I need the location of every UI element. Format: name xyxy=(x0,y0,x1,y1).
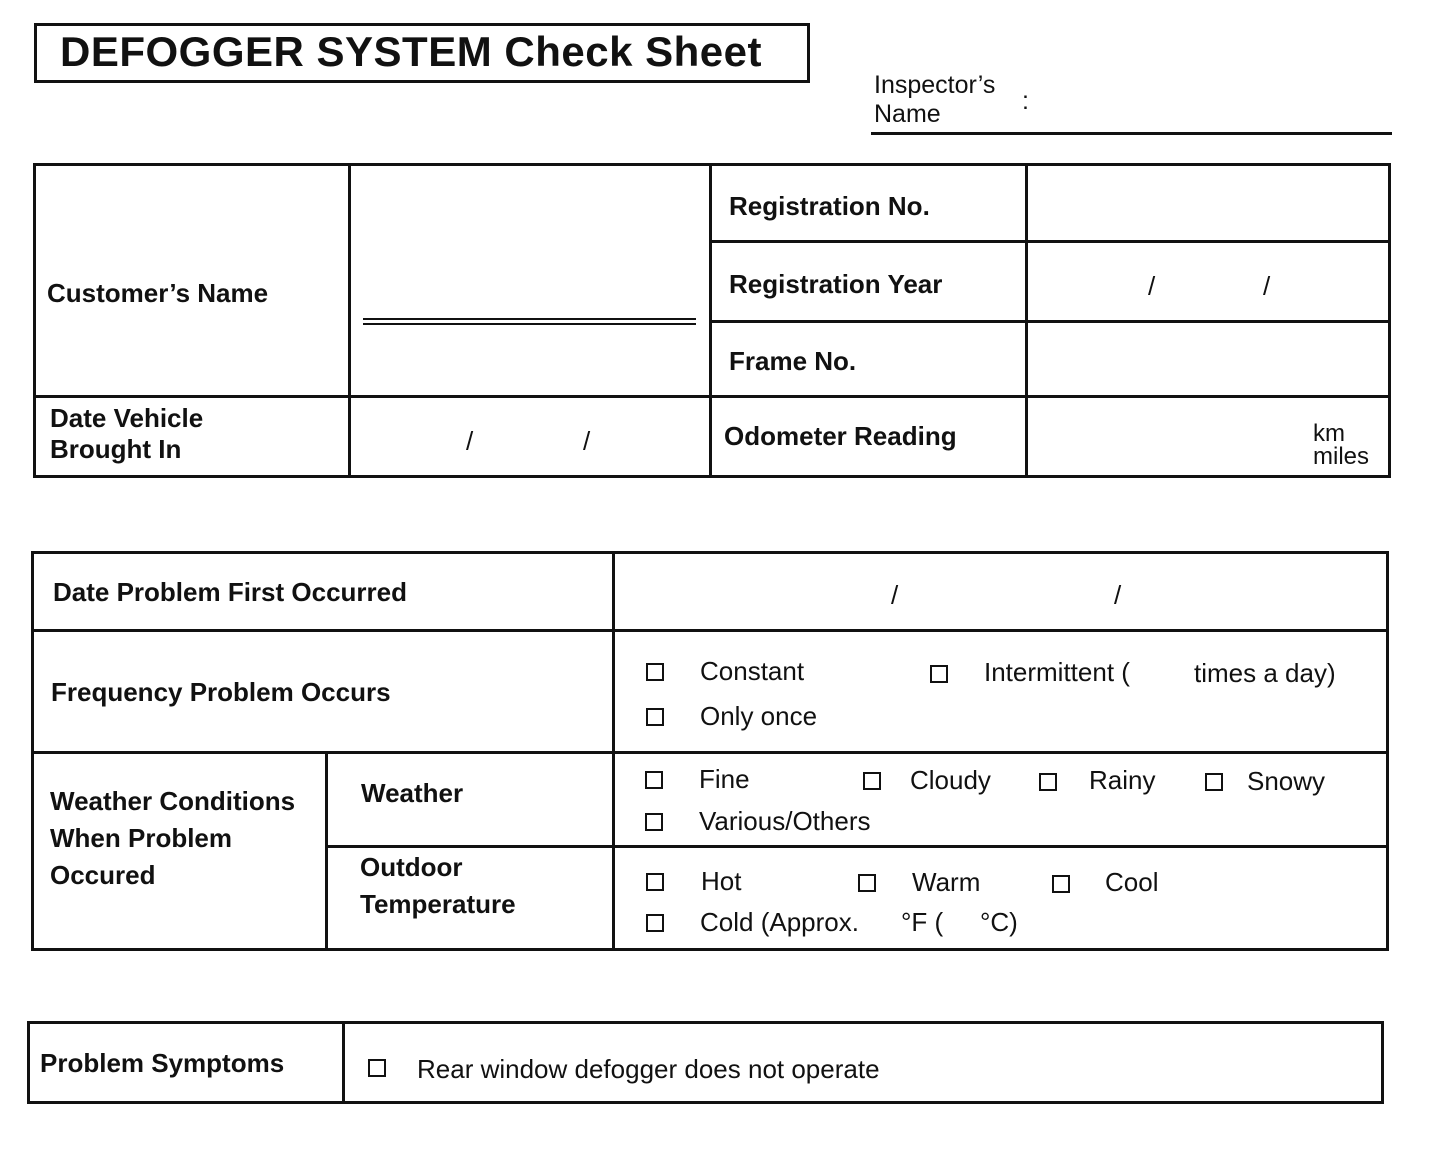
weather-fine-label: Fine xyxy=(699,764,750,794)
frequency-label: Frequency Problem Occurs xyxy=(51,677,391,707)
weather-rainy-checkbox[interactable] xyxy=(1039,773,1057,791)
date-first-occurred-slash-2: / xyxy=(1114,580,1122,610)
temp-cold-checkbox[interactable] xyxy=(646,914,664,932)
freq-times-a-day-label: times a day) xyxy=(1194,658,1336,688)
outdoor-temperature-label xyxy=(360,849,516,923)
problem-table-row-divider-1 xyxy=(31,629,1389,632)
date-first-occurred-slash-1: / xyxy=(891,580,899,610)
weather-snowy-checkbox[interactable] xyxy=(1205,773,1223,791)
odometer-unit-miles: miles xyxy=(1313,443,1370,470)
symptoms-table-divider xyxy=(342,1021,345,1104)
temp-fahrenheit-label: °F ( xyxy=(901,907,944,937)
freq-intermittent-label: Intermittent ( xyxy=(984,657,1130,687)
vehicle-table-divider-reg xyxy=(709,240,1391,243)
temp-hot-label: Hot xyxy=(701,866,742,896)
weather-snowy-label: Snowy xyxy=(1247,766,1326,796)
weather-conditions-label-line3: Occured xyxy=(50,860,156,890)
temp-cool-label: Cool xyxy=(1105,867,1159,897)
outdoor-temperature-label-line2: Temperature xyxy=(360,889,516,919)
vehicle-table-row-divider xyxy=(33,395,1391,398)
inspector-name-field[interactable] xyxy=(871,132,1392,135)
date-brought-in-label xyxy=(50,403,203,465)
registration-no-field[interactable] xyxy=(1030,168,1387,238)
temp-warm-checkbox[interactable] xyxy=(858,874,876,892)
problem-symptoms-label: Problem Symptoms xyxy=(40,1048,285,1078)
inspector-colon: : xyxy=(1022,87,1029,115)
symptom-defogger-label: Rear window defogger does not operate xyxy=(417,1054,880,1084)
customers-name-label: Customer’s Name xyxy=(47,278,269,308)
weather-conditions-label xyxy=(50,783,295,894)
problem-table-row-divider-2 xyxy=(31,751,1389,754)
temp-celsius-label: °C) xyxy=(980,907,1018,937)
weather-various-checkbox[interactable] xyxy=(645,813,663,831)
inspector-label xyxy=(874,71,995,129)
temp-cold-label: Cold (Approx. xyxy=(700,907,859,937)
registration-year-slash-2: / xyxy=(1263,271,1271,301)
vehicle-table-divider-year xyxy=(709,320,1391,323)
frame-no-field[interactable] xyxy=(1030,325,1387,393)
weather-conditions-label-line2: When Problem xyxy=(50,823,233,853)
freq-constant-checkbox[interactable] xyxy=(646,663,664,681)
freq-only-once-checkbox[interactable] xyxy=(646,708,664,726)
symptom-defogger-checkbox[interactable] xyxy=(368,1059,386,1077)
inspector-label-line2: Name xyxy=(874,100,941,128)
temp-hot-checkbox[interactable] xyxy=(646,873,664,891)
customers-name-field[interactable] xyxy=(363,318,696,325)
inspector-label-line1: Inspector’s xyxy=(874,71,996,99)
weather-conditions-label-line1: Weather Conditions xyxy=(50,786,296,816)
registration-no-label: Registration No. xyxy=(729,191,930,221)
vehicle-table-divider-1 xyxy=(348,163,351,478)
problem-table-sub-divider xyxy=(325,751,328,951)
page-title: DEFOGGER SYSTEM Check Sheet xyxy=(60,28,762,75)
weather-cloudy-checkbox[interactable] xyxy=(863,772,881,790)
temp-warm-label: Warm xyxy=(912,867,981,897)
freq-constant-label: Constant xyxy=(700,656,805,686)
freq-intermittent-checkbox[interactable] xyxy=(930,665,948,683)
date-brought-in-slash-2: / xyxy=(583,426,591,456)
date-brought-in-label-line2: Brought In xyxy=(50,434,182,464)
date-brought-in-label-line1: Date Vehicle xyxy=(50,403,204,433)
registration-year-slash-1: / xyxy=(1148,271,1156,301)
weather-label: Weather xyxy=(361,778,464,808)
outdoor-temperature-label-line1: Outdoor xyxy=(360,852,463,882)
weather-cloudy-label: Cloudy xyxy=(910,765,991,795)
odometer-unit-km: km xyxy=(1313,420,1345,447)
date-brought-in-slash-1: / xyxy=(466,426,474,456)
frame-no-label: Frame No. xyxy=(729,346,857,376)
temp-cool-checkbox[interactable] xyxy=(1052,875,1070,893)
registration-year-label: Registration Year xyxy=(729,269,943,299)
weather-rainy-label: Rainy xyxy=(1089,765,1156,795)
problem-table-row-divider-3 xyxy=(325,845,1389,848)
weather-fine-checkbox[interactable] xyxy=(645,771,663,789)
date-first-occurred-label: Date Problem First Occurred xyxy=(53,577,407,607)
odometer-reading-label: Odometer Reading xyxy=(724,421,957,451)
weather-various-label: Various/Others xyxy=(699,806,871,836)
freq-only-once-label: Only once xyxy=(700,701,818,731)
